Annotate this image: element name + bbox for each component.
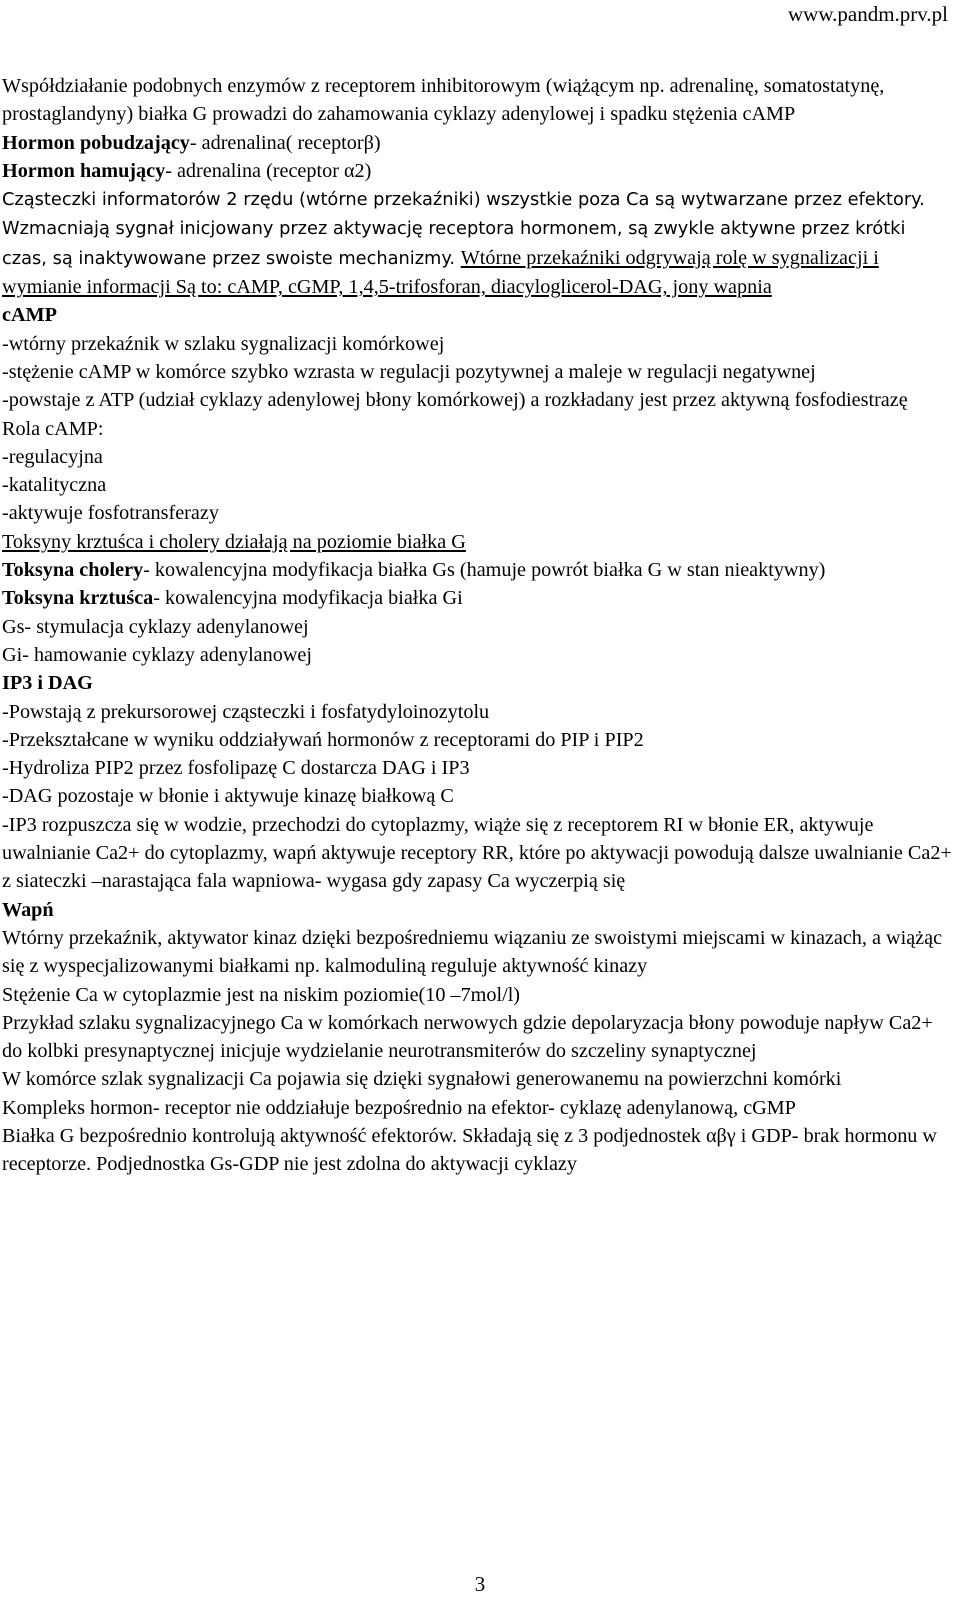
paragraph: Wtórny przekaźnik, aktywator kinaz dzięki bezpośredniemu wiązaniu ze swoistymi miejscami w kinazach, a wiążąc się z wyspecjalizowanymi białkami np. kalmoduliną reguluje aktywność kinazy — [2, 926, 943, 978]
line-hormon-hamujacy — [2, 157, 952, 185]
heading-ip3-dag: IP3 i DAG — [2, 672, 93, 695]
line-toksyny: Toksyny krztuśca i cholery działają na poziomie białka G — [2, 530, 466, 553]
list-item: -stężenie cAMP w komórce szybko wzrasta w regulacji pozytywnej a maleje w regulacji negatywnej — [2, 360, 816, 383]
list-item: -powstaje z ATP (udział cyklazy adenylowej błony komórkowej) a rozkładany jest przez aktywną fosfodiestrazę — [2, 389, 908, 412]
list-item: -wtórny przekaźnik w szlaku sygnalizacji komórkowej — [2, 332, 445, 355]
list-item: -Przekształcane w wyniku oddziaływań hormonów z receptorami do PIP i PIP2 — [2, 728, 644, 751]
term-toksyna-cholery: Toksyna cholery — [2, 559, 144, 582]
definition: - kowalencyjna modyfikacja białka Gs (hamuje powrót białka G w stan nieaktywny) — [143, 559, 826, 582]
paragraph: Białka G bezpośrednio kontrolują aktywność efektorów. Składają się z 3 podjednostek αβγ i GDP- brak hormonu w receptorze. Podjednostka Gs-GDP nie jest zdolna do aktywacji cyklazy — [2, 1124, 938, 1176]
list-item: -Hydroliza PIP2 przez fosfolipazę C dostarcza DAG i IP3 — [2, 757, 470, 780]
heading-camp: cAMP — [2, 304, 57, 327]
line-gs: Gs- stymulacja cyklazy adenylanowej — [2, 615, 309, 638]
text-wtorne-przekazniki: Wtórne przekaźniki odgrywają rolę w sygnalizacji i wymianie informacji Są to: cAMP, cGMP, 1,4,5-trifosforan, diacyloglicerol-DAG, jony wapnia — [2, 246, 879, 299]
line-hormon-pobudzajacy — [2, 129, 952, 157]
paragraph: W komórce szlak sygnalizacji Ca pojawia się dzięki sygnałowi generowanemu na powierzchni komórki — [2, 1068, 842, 1091]
list-item: -katalityczna — [2, 474, 107, 497]
term-hormon-hamujacy: Hormon hamujący — [2, 159, 166, 182]
list-item: -IP3 rozpuszcza się w wodzie, przechodzi do cytoplazmy, wiąże się z receptorem RI w błonie ER, aktywuje uwalnianie Ca2+ do cytoplazmy, wapń aktywuje receptory RR, które po aktywacji powodują dalsze uwalnianie Ca2+ z siateczki –narastająca fala wapniowa- wygasa gdy zapasy Ca wyczerpią się — [2, 813, 952, 893]
list-item: -regulacyjna — [2, 445, 103, 468]
term-hormon-pobudzajacy: Hormon pobudzający — [2, 131, 190, 154]
heading-wapn: Wapń — [2, 898, 54, 921]
paragraph-informatory — [2, 185, 952, 301]
header-url: www.pandm.prv.pl — [787, 2, 948, 26]
paragraph: Kompleks hormon- receptor nie oddziałuje bezpośrednio na efektor- cyklazę adenylanową, cGMP — [2, 1096, 796, 1119]
term-toksyna-krztusca: Toksyna krztuśca — [2, 587, 154, 610]
list-item: -Powstają z prekursorowej cząsteczki i fosfatydyloinozytolu — [2, 700, 490, 723]
document-body — [2, 72, 952, 1179]
text-informatory: Cząsteczki informatorów 2 rzędu (wtórne przekaźniki) wszystkie poza Ca są wytwarzane przez efektory. — [2, 189, 925, 211]
page-number: 3 — [474, 1572, 486, 1596]
definition: - kowalencyjna modyfikacja białka Gi — [153, 587, 463, 610]
line-rola-camp: Rola cAMP: — [2, 417, 104, 440]
line-gi: Gi- hamowanie cyklazy adenylanowej — [2, 643, 312, 666]
definition: - adrenalina (receptor α2) — [165, 159, 372, 182]
paragraph: Przykład szlaku sygnalizacyjnego Ca w komórkach nerwowych gdzie depolaryzacja błony powoduje napływ Ca2+ do kolbki presynaptycznej inicjuje wydzielanie neurotransmiterów do szczeliny synaptycznej — [2, 1011, 933, 1063]
line-toksyna-krztusca — [2, 584, 952, 612]
list-item: -DAG pozostaje w błonie i aktywuje kinazę białkową C — [2, 785, 454, 808]
line-toksyna-cholery — [2, 556, 952, 584]
paragraph: Stężenie Ca w cytoplazmie jest na niskim poziomie(10 –7mol/l) — [2, 983, 521, 1006]
definition: - adrenalina( receptorβ) — [189, 131, 381, 154]
list-item: -aktywuje fosfotransferazy — [2, 502, 219, 525]
text-wzmacniaja: Wzmacniają sygnał inicjowany przez aktywację receptora hormonem, są zwykle aktywne przez krótki czas, są inaktywowane przez swoiste mechanizmy. — [2, 218, 906, 269]
paragraph-intro: Współdziałanie podobnych enzymów z receptorem inhibitorowym (wiążącym np. adrenalinę, somatostatynę, prostaglandyny) białka G prowadzi do zahamowania cyklazy adenylowej i spadku stężenia cAMP — [2, 75, 885, 126]
